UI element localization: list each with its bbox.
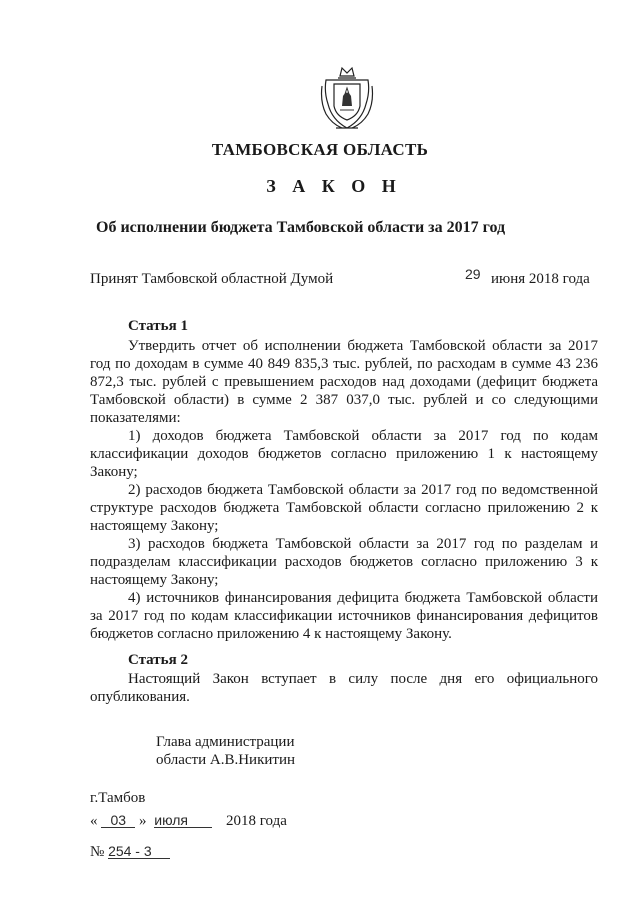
region-heading: ТАМБОВСКАЯ ОБЛАСТЬ — [211, 140, 429, 159]
article-1-body — [90, 337, 598, 643]
article-1-item: 3) расходов бюджета Тамбовской области за 2017 год по разделам и подразделам классификации расходов бюджетов согласно приложению 3 к настоящему Закону; — [90, 536, 598, 588]
number-prefix: № — [90, 844, 105, 860]
article-2-body — [90, 670, 598, 706]
signature-position: Глава администрации — [156, 734, 295, 750]
signature-name: области А.В.Никитин — [156, 752, 296, 768]
article-1-item: 4) источников финансирования дефицита бюджета Тамбовской области за 2017 год по кодам классификации источников финансирования дефицитов бюджетов согласно приложению 4 к настоящему Закону. — [90, 590, 598, 642]
article-1-item: 2) расходов бюджета Тамбовской области за 2017 год по ведомственной структуре расходов бюджета Тамбовской области согласно приложению 2 к настоящему Закону; — [90, 482, 598, 534]
coat-of-arms-emblem-icon — [318, 62, 376, 134]
article-2-text: Настоящий Закон вступает в силу после дня его официального опубликования. — [90, 671, 598, 705]
place-of-signing: г.Тамбов — [90, 790, 146, 806]
law-title: Об исполнении бюджета Тамбовской области за 2017 год — [96, 219, 506, 236]
date-year: 2018 года — [226, 813, 287, 829]
number-value: 254 - 3 — [108, 844, 170, 859]
article-1-item: 1) доходов бюджета Тамбовской области за 2017 год по кодам классификации доходов бюджетов согласно приложению 1 к настоящему Закону; — [90, 428, 598, 480]
date-month: июля — [154, 813, 212, 828]
date-close-quote: » — [139, 813, 147, 829]
adoption-month-year: июня 2018 года — [491, 271, 590, 287]
date-open-quote: « — [90, 813, 98, 829]
article-2-heading: Статья 2 — [128, 652, 188, 668]
adoption-label: Принят Тамбовской областной Думой — [90, 271, 334, 287]
document-type-heading: З А К О Н — [266, 176, 402, 196]
law-number — [90, 844, 170, 861]
signature-block — [156, 733, 295, 769]
article-1-heading: Статья 1 — [128, 318, 188, 334]
article-1-intro: Утвердить отчет об исполнении бюджета Тамбовской области за 2017 год по доходам в сумме 40 849 835,3 тыс. рублей, по расходам в сумме 43 236 872,3 тыс. рублей с превышением расходов над доходами (дефицит бюджета Тамбовской области) в сумме 2 387 037,0 тыс. рублей и со следующими показателями: — [90, 338, 598, 426]
adoption-day: 29 — [465, 266, 481, 282]
signing-date — [90, 813, 287, 830]
date-day: 03 — [101, 813, 135, 828]
